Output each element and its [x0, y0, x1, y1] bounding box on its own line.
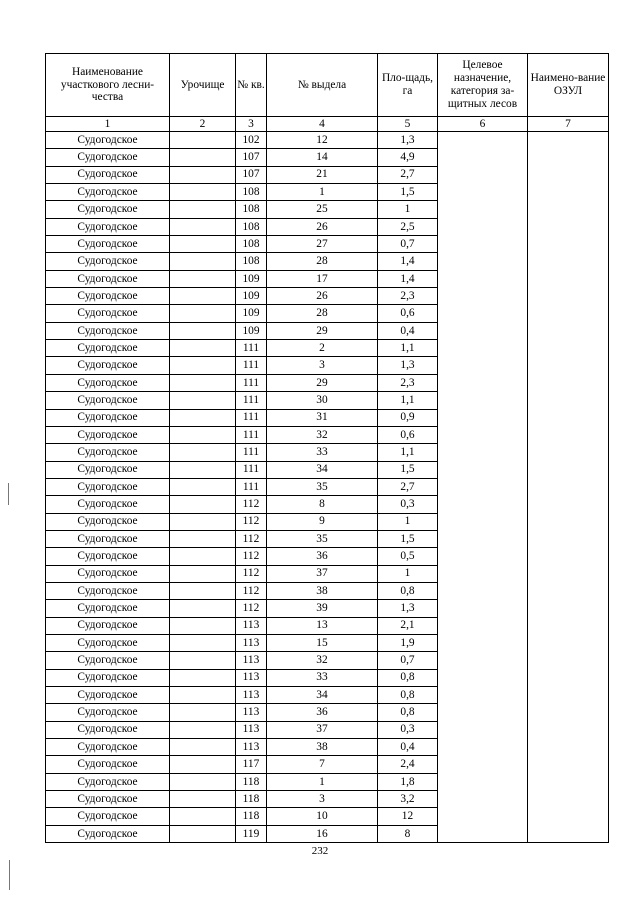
cell-area: 0,6	[378, 305, 438, 322]
cell-quarter: 108	[236, 236, 267, 253]
cell-quarter: 118	[236, 808, 267, 825]
cell-plot: 15	[267, 634, 378, 651]
scan-margin-mark	[8, 483, 9, 505]
cell-forestry: Судогодское	[46, 132, 170, 149]
cell-tract	[170, 582, 236, 599]
column-number: 1	[46, 117, 170, 132]
cell-area: 2,7	[378, 478, 438, 495]
cell-quarter: 113	[236, 687, 267, 704]
cell-tract	[170, 530, 236, 547]
cell-area: 0,8	[378, 687, 438, 704]
column-number: 7	[528, 117, 609, 132]
cell-area: 1,3	[378, 132, 438, 149]
cell-tract	[170, 444, 236, 461]
cell-area: 1,1	[378, 392, 438, 409]
cell-area: 1,5	[378, 461, 438, 478]
cell-plot: 9	[267, 513, 378, 530]
cell-plot: 13	[267, 617, 378, 634]
cell-tract	[170, 513, 236, 530]
cell-quarter: 102	[236, 132, 267, 149]
cell-area: 0,7	[378, 236, 438, 253]
cell-forestry: Судогодское	[46, 496, 170, 513]
cell-plot: 32	[267, 652, 378, 669]
cell-plot: 1	[267, 184, 378, 201]
cell-tract	[170, 270, 236, 287]
cell-quarter: 112	[236, 530, 267, 547]
cell-plot: 1	[267, 773, 378, 790]
cell-area: 0,8	[378, 669, 438, 686]
cell-forestry: Судогодское	[46, 461, 170, 478]
cell-plot: 7	[267, 756, 378, 773]
cell-forestry: Судогодское	[46, 600, 170, 617]
cell-forestry: Судогодское	[46, 270, 170, 287]
cell-area: 1,1	[378, 444, 438, 461]
cell-tract	[170, 340, 236, 357]
cell-plot: 33	[267, 444, 378, 461]
cell-forestry: Судогодское	[46, 530, 170, 547]
cell-tract	[170, 669, 236, 686]
header-tract: Урочище	[170, 54, 236, 117]
cell-tract	[170, 201, 236, 218]
cell-tract	[170, 132, 236, 149]
cell-area: 0,5	[378, 548, 438, 565]
cell-plot: 37	[267, 721, 378, 738]
cell-forestry: Судогодское	[46, 634, 170, 651]
cell-area: 1,5	[378, 530, 438, 547]
cell-quarter: 117	[236, 756, 267, 773]
cell-quarter: 118	[236, 791, 267, 808]
cell-quarter: 113	[236, 739, 267, 756]
cell-tract	[170, 409, 236, 426]
cell-tract	[170, 478, 236, 495]
cell-forestry: Судогодское	[46, 582, 170, 599]
header-row	[46, 54, 609, 117]
cell-forestry: Судогодское	[46, 565, 170, 582]
cell-area: 0,7	[378, 652, 438, 669]
cell-forestry: Судогодское	[46, 617, 170, 634]
cell-quarter: 113	[236, 721, 267, 738]
cell-tract	[170, 825, 236, 842]
header-quarter: № кв.	[236, 54, 267, 117]
cell-plot: 16	[267, 825, 378, 842]
cell-area: 4,9	[378, 149, 438, 166]
cell-area: 1,3	[378, 357, 438, 374]
cell-plot: 10	[267, 808, 378, 825]
cell-plot: 28	[267, 253, 378, 270]
cell-area: 1,5	[378, 184, 438, 201]
cell-area: 2,5	[378, 218, 438, 235]
cell-quarter: 112	[236, 496, 267, 513]
cell-plot: 39	[267, 600, 378, 617]
cell-tract	[170, 704, 236, 721]
cell-plot: 30	[267, 392, 378, 409]
cell-tract	[170, 565, 236, 582]
cell-plot: 36	[267, 704, 378, 721]
cell-quarter: 113	[236, 704, 267, 721]
cell-quarter: 109	[236, 305, 267, 322]
cell-forestry: Судогодское	[46, 739, 170, 756]
column-number: 2	[170, 117, 236, 132]
cell-forestry: Судогодское	[46, 825, 170, 842]
cell-forestry: Судогодское	[46, 409, 170, 426]
cell-tract	[170, 600, 236, 617]
cell-quarter: 118	[236, 773, 267, 790]
cell-quarter: 111	[236, 357, 267, 374]
header-plot: № выдела	[267, 54, 378, 117]
cell-quarter: 112	[236, 548, 267, 565]
header-forestry: Наименование участкового лесни-чества	[46, 54, 170, 117]
cell-forestry: Судогодское	[46, 513, 170, 530]
cell-plot: 35	[267, 530, 378, 547]
cell-quarter: 108	[236, 253, 267, 270]
table-row	[46, 132, 609, 149]
cell-tract	[170, 739, 236, 756]
cell-tract	[170, 791, 236, 808]
cell-forestry: Судогодское	[46, 721, 170, 738]
cell-forestry: Судогодское	[46, 687, 170, 704]
cell-tract	[170, 461, 236, 478]
cell-forestry: Судогодское	[46, 426, 170, 443]
cell-forestry: Судогодское	[46, 548, 170, 565]
cell-plot: 29	[267, 374, 378, 391]
cell-forestry: Судогодское	[46, 218, 170, 235]
table-body	[46, 132, 609, 843]
cell-tract	[170, 617, 236, 634]
cell-plot: 3	[267, 791, 378, 808]
cell-quarter: 111	[236, 426, 267, 443]
cell-purpose	[438, 132, 528, 843]
cell-tract	[170, 253, 236, 270]
cell-area: 3,2	[378, 791, 438, 808]
cell-quarter: 112	[236, 600, 267, 617]
cell-forestry: Судогодское	[46, 704, 170, 721]
cell-forestry: Судогодское	[46, 791, 170, 808]
cell-quarter: 111	[236, 340, 267, 357]
cell-forestry: Судогодское	[46, 773, 170, 790]
cell-area: 1,4	[378, 270, 438, 287]
cell-plot: 12	[267, 132, 378, 149]
cell-plot: 33	[267, 669, 378, 686]
cell-tract	[170, 392, 236, 409]
cell-quarter: 111	[236, 374, 267, 391]
cell-tract	[170, 166, 236, 183]
cell-tract	[170, 236, 236, 253]
cell-forestry: Судогодское	[46, 166, 170, 183]
cell-area: 1	[378, 513, 438, 530]
cell-plot: 35	[267, 478, 378, 495]
cell-quarter: 111	[236, 461, 267, 478]
cell-plot: 26	[267, 218, 378, 235]
cell-quarter: 111	[236, 392, 267, 409]
cell-quarter: 108	[236, 218, 267, 235]
cell-tract	[170, 634, 236, 651]
cell-forestry: Судогодское	[46, 340, 170, 357]
cell-tract	[170, 687, 236, 704]
cell-plot: 36	[267, 548, 378, 565]
cell-plot: 14	[267, 149, 378, 166]
cell-plot: 17	[267, 270, 378, 287]
cell-area: 2,1	[378, 617, 438, 634]
cell-area: 8	[378, 825, 438, 842]
cell-tract	[170, 374, 236, 391]
cell-plot: 38	[267, 582, 378, 599]
cell-forestry: Судогодское	[46, 184, 170, 201]
cell-plot: 28	[267, 305, 378, 322]
cell-area: 0,4	[378, 322, 438, 339]
cell-plot: 3	[267, 357, 378, 374]
cell-area: 0,9	[378, 409, 438, 426]
cell-forestry: Судогодское	[46, 478, 170, 495]
cell-tract	[170, 149, 236, 166]
cell-forestry: Судогодское	[46, 374, 170, 391]
cell-quarter: 112	[236, 565, 267, 582]
header-ozul: Наимено-вание ОЗУЛ	[528, 54, 609, 117]
cell-plot: 38	[267, 739, 378, 756]
cell-forestry: Судогодское	[46, 808, 170, 825]
cell-forestry: Судогодское	[46, 149, 170, 166]
cell-quarter: 113	[236, 617, 267, 634]
cell-area: 2,3	[378, 374, 438, 391]
cell-tract	[170, 322, 236, 339]
cell-area: 2,3	[378, 288, 438, 305]
cell-quarter: 111	[236, 444, 267, 461]
cell-tract	[170, 496, 236, 513]
cell-quarter: 112	[236, 582, 267, 599]
cell-forestry: Судогодское	[46, 305, 170, 322]
cell-quarter: 113	[236, 634, 267, 651]
cell-quarter: 109	[236, 270, 267, 287]
cell-area: 0,8	[378, 704, 438, 721]
cell-forestry: Судогодское	[46, 669, 170, 686]
cell-tract	[170, 808, 236, 825]
column-number-row	[46, 117, 609, 132]
cell-tract	[170, 218, 236, 235]
cell-area: 1,4	[378, 253, 438, 270]
cell-quarter: 108	[236, 201, 267, 218]
cell-quarter: 113	[236, 652, 267, 669]
cell-area: 1,3	[378, 600, 438, 617]
cell-area: 2,7	[378, 166, 438, 183]
cell-quarter: 119	[236, 825, 267, 842]
cell-forestry: Судогодское	[46, 288, 170, 305]
cell-area: 0,3	[378, 721, 438, 738]
cell-area: 1,1	[378, 340, 438, 357]
cell-area: 1,9	[378, 634, 438, 651]
cell-tract	[170, 184, 236, 201]
cell-area: 1	[378, 201, 438, 218]
cell-plot: 37	[267, 565, 378, 582]
cell-area: 1,8	[378, 773, 438, 790]
cell-tract	[170, 426, 236, 443]
cell-forestry: Судогодское	[46, 357, 170, 374]
cell-quarter: 107	[236, 166, 267, 183]
cell-area: 12	[378, 808, 438, 825]
cell-plot: 21	[267, 166, 378, 183]
cell-quarter: 113	[236, 669, 267, 686]
cell-area: 2,4	[378, 756, 438, 773]
cell-area: 0,4	[378, 739, 438, 756]
cell-tract	[170, 756, 236, 773]
cell-forestry: Судогодское	[46, 652, 170, 669]
cell-tract	[170, 548, 236, 565]
forest-plots-table	[45, 53, 609, 843]
cell-quarter: 112	[236, 513, 267, 530]
cell-quarter: 109	[236, 322, 267, 339]
cell-plot: 32	[267, 426, 378, 443]
cell-tract	[170, 721, 236, 738]
cell-plot: 34	[267, 461, 378, 478]
column-number: 3	[236, 117, 267, 132]
column-number: 5	[378, 117, 438, 132]
cell-plot: 25	[267, 201, 378, 218]
cell-forestry: Судогодское	[46, 322, 170, 339]
cell-area: 0,6	[378, 426, 438, 443]
cell-plot: 34	[267, 687, 378, 704]
cell-plot: 2	[267, 340, 378, 357]
cell-tract	[170, 357, 236, 374]
cell-plot: 26	[267, 288, 378, 305]
cell-forestry: Судогодское	[46, 444, 170, 461]
cell-plot: 29	[267, 322, 378, 339]
column-number: 4	[267, 117, 378, 132]
header-area: Пло-щадь, га	[378, 54, 438, 117]
cell-plot: 8	[267, 496, 378, 513]
cell-forestry: Судогодское	[46, 236, 170, 253]
cell-area: 0,8	[378, 582, 438, 599]
cell-forestry: Судогодское	[46, 201, 170, 218]
cell-ozul	[528, 132, 609, 843]
cell-quarter: 107	[236, 149, 267, 166]
cell-quarter: 111	[236, 409, 267, 426]
cell-forestry: Судогодское	[46, 392, 170, 409]
cell-area: 0,3	[378, 496, 438, 513]
cell-tract	[170, 773, 236, 790]
header-purpose: Целевое назначение, категория за-щитных лесов	[438, 54, 528, 117]
cell-tract	[170, 305, 236, 322]
cell-area: 1	[378, 565, 438, 582]
page-number: 232	[311, 845, 329, 857]
cell-plot: 27	[267, 236, 378, 253]
cell-quarter: 108	[236, 184, 267, 201]
cell-forestry: Судогодское	[46, 756, 170, 773]
cell-quarter: 111	[236, 478, 267, 495]
cell-tract	[170, 288, 236, 305]
cell-plot: 31	[267, 409, 378, 426]
column-number: 6	[438, 117, 528, 132]
scan-margin-mark	[9, 860, 10, 890]
cell-forestry: Судогодское	[46, 253, 170, 270]
cell-quarter: 109	[236, 288, 267, 305]
cell-tract	[170, 652, 236, 669]
